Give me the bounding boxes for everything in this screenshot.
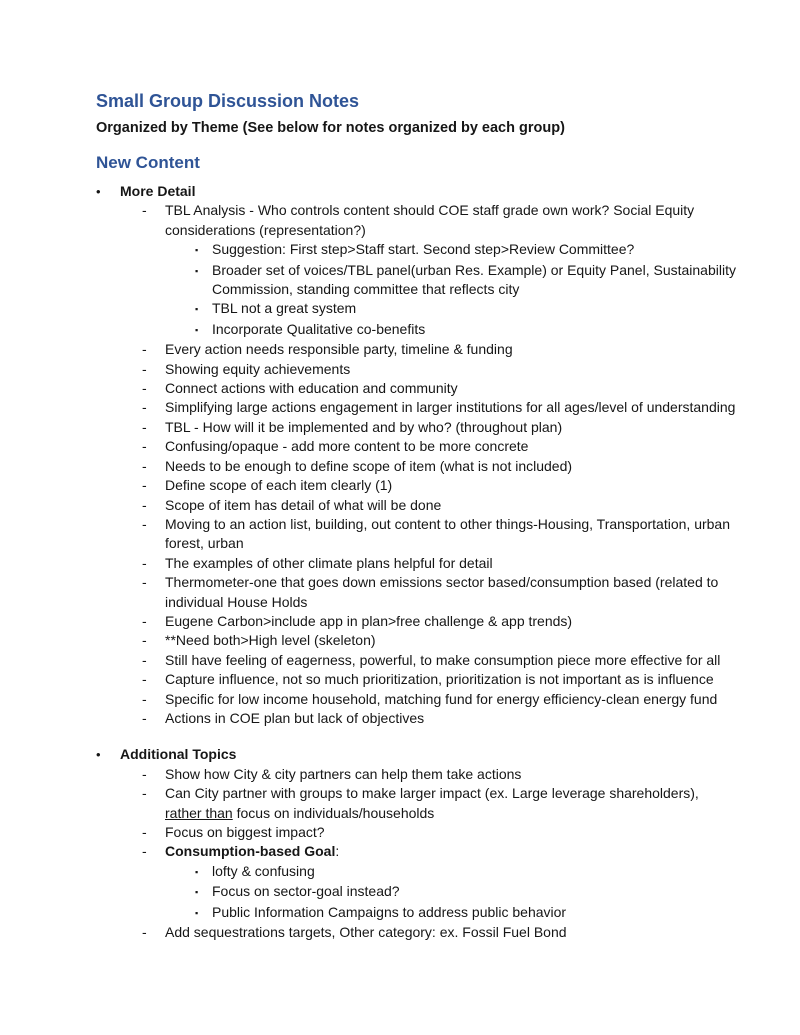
item-text — [165, 476, 738, 495]
item-text — [165, 923, 738, 942]
list-item — [96, 631, 738, 650]
item-text — [165, 554, 738, 573]
dash-marker-icon: - — [142, 651, 147, 668]
list-item — [96, 201, 738, 240]
dash-marker-icon: - — [142, 380, 147, 397]
item-text — [212, 882, 738, 901]
item-text — [165, 670, 738, 689]
list-item — [96, 842, 738, 861]
text-segment: Actions in COE plan but lack of objectives — [165, 709, 425, 726]
list-item — [96, 670, 738, 689]
square-marker-icon: ▪ — [195, 324, 199, 335]
item-text — [212, 240, 738, 259]
dash-marker-icon: - — [142, 632, 147, 649]
item-text — [212, 261, 738, 300]
text-segment: Incorporate Qualitative co-benefits — [212, 320, 426, 337]
dash-marker-icon: - — [142, 341, 147, 358]
text-segment: Capture influence, not so much prioritization, prioritization is not important as is influence — [165, 671, 714, 688]
list-item — [96, 823, 738, 842]
text-segment: Eugene Carbon>include app in plan>free challenge & app trends) — [165, 612, 573, 629]
list-item — [96, 765, 738, 784]
item-text — [165, 709, 738, 728]
dash-marker-icon: - — [142, 477, 147, 494]
list-item — [96, 862, 738, 882]
item-text — [165, 340, 738, 359]
item-text — [165, 765, 738, 784]
dash-marker-icon: - — [142, 709, 147, 726]
square-marker-icon: ▪ — [195, 245, 199, 256]
list-item — [96, 651, 738, 670]
text-segment: Connect actions with education and community — [165, 380, 458, 397]
item-text — [165, 379, 738, 398]
list-item — [96, 882, 738, 902]
text-segment: The examples of other climate plans helpful for detail — [165, 554, 493, 571]
list-item — [96, 554, 738, 573]
list-item — [96, 690, 738, 709]
dash-marker-icon: - — [142, 554, 147, 571]
dash-marker-icon: - — [142, 843, 147, 860]
list-item — [96, 457, 738, 476]
text-segment: Show how City & city partners can help them take actions — [165, 765, 522, 782]
dash-marker-icon: - — [142, 515, 147, 532]
dash-marker-icon: - — [142, 612, 147, 629]
list-item — [96, 784, 738, 823]
text-segment: TBL - How will it be implemented and by who? (throughout plan) — [165, 418, 563, 435]
text-segment: Define scope of each item clearly (1) — [165, 477, 393, 494]
text-segment: Moving to an action list, building, out content to other things-Housing, Transportation, urban forest, urban — [165, 515, 731, 552]
dash-marker-icon: - — [142, 785, 147, 802]
dash-marker-icon: - — [142, 418, 147, 435]
page-title: Small Group Discussion Notes — [96, 91, 360, 111]
item-text — [165, 690, 738, 709]
text-segment: Consumption-based Goal — [165, 843, 336, 860]
text-segment: Confusing/opaque - add more content to be more concrete — [165, 438, 529, 455]
list-item — [96, 379, 738, 398]
item-text — [165, 515, 738, 554]
page-subtitle: Organized by Theme (See below for notes organized by each group) — [96, 120, 565, 136]
item-text — [165, 360, 738, 379]
dash-marker-icon: - — [142, 202, 147, 219]
text-segment: **Need both>High level (skeleton) — [165, 632, 376, 649]
text-segment: TBL not a great system — [212, 300, 357, 317]
item-text — [165, 437, 738, 456]
list-item — [96, 923, 738, 942]
note-group — [96, 745, 738, 942]
list-item — [96, 340, 738, 359]
group-heading — [96, 745, 738, 764]
text-segment: Scope of item has detail of what will be done — [165, 496, 442, 513]
dash-marker-icon: - — [142, 690, 147, 707]
item-text — [165, 823, 738, 842]
group-heading-label — [120, 745, 738, 764]
item-text — [165, 573, 738, 612]
dash-marker-icon: - — [142, 671, 147, 688]
text-segment: lofty & confusing — [212, 862, 315, 879]
square-marker-icon: ▪ — [195, 907, 199, 918]
text-segment: Can City partner with groups to make larger impact (ex. Large leverage shareholders), — [165, 785, 699, 802]
dash-marker-icon: - — [142, 399, 147, 416]
dash-marker-icon: - — [142, 438, 147, 455]
square-marker-icon: ▪ — [195, 304, 199, 315]
text-segment: Simplifying large actions engagement in larger institutions for all ages/level of understanding — [165, 399, 736, 416]
text-segment: Additional Topics — [120, 746, 237, 763]
list-item — [96, 299, 738, 319]
dash-marker-icon: - — [142, 824, 147, 840]
bullet-marker-icon: • — [96, 184, 101, 199]
text-segment: Specific for low income household, matching fund for energy efficiency-clean energy fund — [165, 690, 718, 707]
dash-marker-icon: - — [142, 574, 147, 591]
square-marker-icon: ▪ — [195, 887, 199, 898]
dash-marker-icon: - — [142, 360, 147, 377]
list-item — [96, 573, 738, 612]
list-item — [96, 261, 738, 300]
square-marker-icon: ▪ — [195, 265, 199, 276]
text-segment: More Detail — [120, 183, 196, 199]
dash-marker-icon: - — [142, 924, 147, 941]
item-text — [212, 903, 738, 922]
item-text — [165, 651, 738, 670]
text-segment: TBL Analysis - Who controls content should COE staff grade own work? Social Equity considerations (representation?) — [165, 202, 695, 238]
list-item — [96, 476, 738, 495]
item-text — [212, 320, 738, 339]
text-segment: Suggestion: First step>Staff start. Second step>Review Committee? — [212, 241, 635, 258]
text-segment: Thermometer-one that goes down emissions sector based/consumption based (related to individual House Holds — [165, 574, 719, 610]
dash-marker-icon: - — [142, 765, 147, 782]
list-item — [96, 903, 738, 923]
item-text — [165, 612, 738, 631]
text-segment: Broader set of voices/TBL panel(urban Res. Example) or Equity Panel, Sustainability Commission, standing committee that reflects city — [212, 261, 736, 298]
item-text — [212, 862, 738, 881]
notes-list — [96, 182, 738, 942]
bullet-marker-icon: • — [96, 747, 101, 763]
square-marker-icon: ▪ — [195, 866, 199, 877]
text-segment: Focus on sector-goal instead? — [212, 883, 400, 900]
list-item — [96, 418, 738, 437]
dash-marker-icon: - — [142, 457, 147, 474]
note-group — [96, 182, 738, 728]
item-text — [165, 631, 738, 650]
list-item — [96, 360, 738, 379]
item-text — [165, 842, 738, 861]
list-item — [96, 612, 738, 631]
group-heading — [96, 182, 738, 201]
group-heading-label — [120, 182, 738, 201]
item-text — [165, 201, 738, 240]
text-segment: rather than — [165, 804, 233, 821]
text-segment: Still have feeling of eagerness, powerful, to make consumption piece more effective for all — [165, 651, 721, 668]
list-item — [96, 398, 738, 417]
text-segment: focus on individuals/households — [232, 804, 435, 821]
text-segment: : — [335, 843, 340, 860]
item-text — [165, 418, 738, 437]
item-text — [165, 496, 738, 515]
list-item — [96, 709, 738, 728]
list-item — [96, 496, 738, 515]
text-segment: Showing equity achievements — [165, 360, 351, 377]
list-item — [96, 437, 738, 456]
item-text — [165, 398, 738, 417]
text-segment: Every action needs responsible party, timeline & funding — [165, 341, 513, 358]
text-segment: Focus on biggest impact? — [165, 824, 325, 840]
dash-marker-icon: - — [142, 496, 147, 513]
text-segment: Add sequestrations targets, Other category: ex. Fossil Fuel Bond — [165, 924, 567, 941]
item-text — [165, 457, 738, 476]
text-segment: Needs to be enough to define scope of item (what is not included) — [165, 457, 573, 474]
section-heading-new-content: New Content — [96, 153, 200, 172]
list-item — [96, 515, 738, 554]
item-text — [212, 299, 738, 318]
list-item — [96, 240, 738, 260]
list-item — [96, 320, 738, 340]
item-text — [165, 784, 738, 823]
text-segment: Public Information Campaigns to address public behavior — [212, 903, 567, 920]
